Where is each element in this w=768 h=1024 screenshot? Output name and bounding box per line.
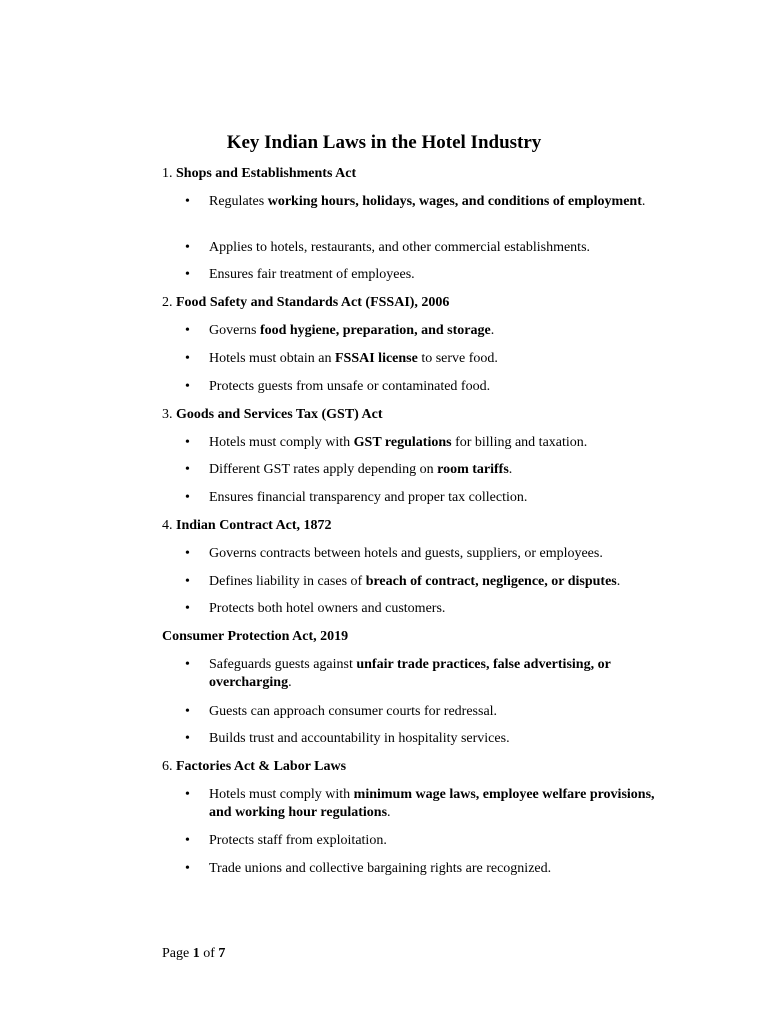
list-item: • Applies to hotels, restaurants, and other commercial establishments. [185,240,591,255]
section-number: 1. [162,166,173,181]
section-title: Goods and Services Tax (GST) Act [176,407,383,422]
bullet-icon: • [185,574,190,589]
list-item: • Different GST rates apply depending on room tariffs. [185,462,513,477]
section-title: Food Safety and Standards Act (FSSAI), 2006 [176,295,450,310]
section-title: Consumer Protection Act, 2019 [162,629,349,644]
bullet-icon: • [185,657,190,672]
list-item: • Hotels must comply with minimum wage laws, employee welfare provisions, and working hour regulations. [185,787,655,820]
list-item: • Ensures financial transparency and proper tax collection. [185,490,528,505]
document-title: Key Indian Laws in the Hotel Industry [226,132,542,153]
bullet-icon: • [185,323,190,338]
list-item: • Ensures fair treatment of employees. [185,267,415,282]
section-number: 2. [162,295,173,310]
page-number-footer: Page 1 of 7 [162,946,226,961]
bullet-icon: • [185,462,190,477]
current-page: 1 [192,946,200,961]
section-heading [162,517,332,535]
bullet-icon: • [185,546,190,561]
list-item: • Regulates working hours, holidays, wages, and conditions of employment. [185,194,646,209]
bullet-icon: • [185,704,190,719]
section-number: 6. [162,759,173,774]
list-item: • Builds trust and accountability in hospitality services. [185,731,510,746]
bullet-icon: • [185,435,190,450]
bullet-icon: • [185,194,190,209]
list-item: • Governs contracts between hotels and guests, suppliers, or employees. [185,546,603,561]
section-heading [162,758,346,776]
section-heading [162,165,356,183]
section-title: Indian Contract Act, 1872 [176,518,332,533]
list-item: • Hotels must obtain an FSSAI license to serve food. [185,351,498,366]
section-title: Factories Act & Labor Laws [176,759,347,774]
bullet-icon: • [185,490,190,505]
section-heading [162,294,449,312]
bullet-icon: • [185,731,190,746]
bullet-icon: • [185,601,190,616]
section-heading [162,628,348,646]
section-number: 4. [162,518,173,533]
section-number: 3. [162,407,173,422]
bullet-icon: • [185,351,190,366]
list-item: • Guests can approach consumer courts for redressal. [185,704,498,719]
list-item: • Trade unions and collective bargaining rights are recognized. [185,861,552,876]
bullet-icon: • [185,787,190,802]
list-item: • Protects both hotel owners and customers. [185,601,446,616]
bullet-icon: • [185,267,190,282]
bullet-icon: • [185,833,190,848]
bullet-icon: • [185,861,190,876]
list-item: • Safeguards guests against unfair trade practices, false advertising, or overcharging. [185,657,611,690]
section-heading [162,406,383,424]
list-item: • Protects staff from exploitation. [185,833,387,848]
bullet-icon: • [185,240,190,255]
section-title: Shops and Establishments Act [176,166,357,181]
bullet-icon: • [185,379,190,394]
list-item: • Governs food hygiene, preparation, and storage. [185,323,495,338]
list-item: • Protects guests from unsafe or contaminated food. [185,379,491,394]
list-item: • Defines liability in cases of breach of contract, negligence, or disputes. [185,574,621,589]
total-pages: 7 [218,946,226,961]
list-item: • Hotels must comply with GST regulations for billing and taxation. [185,435,588,450]
